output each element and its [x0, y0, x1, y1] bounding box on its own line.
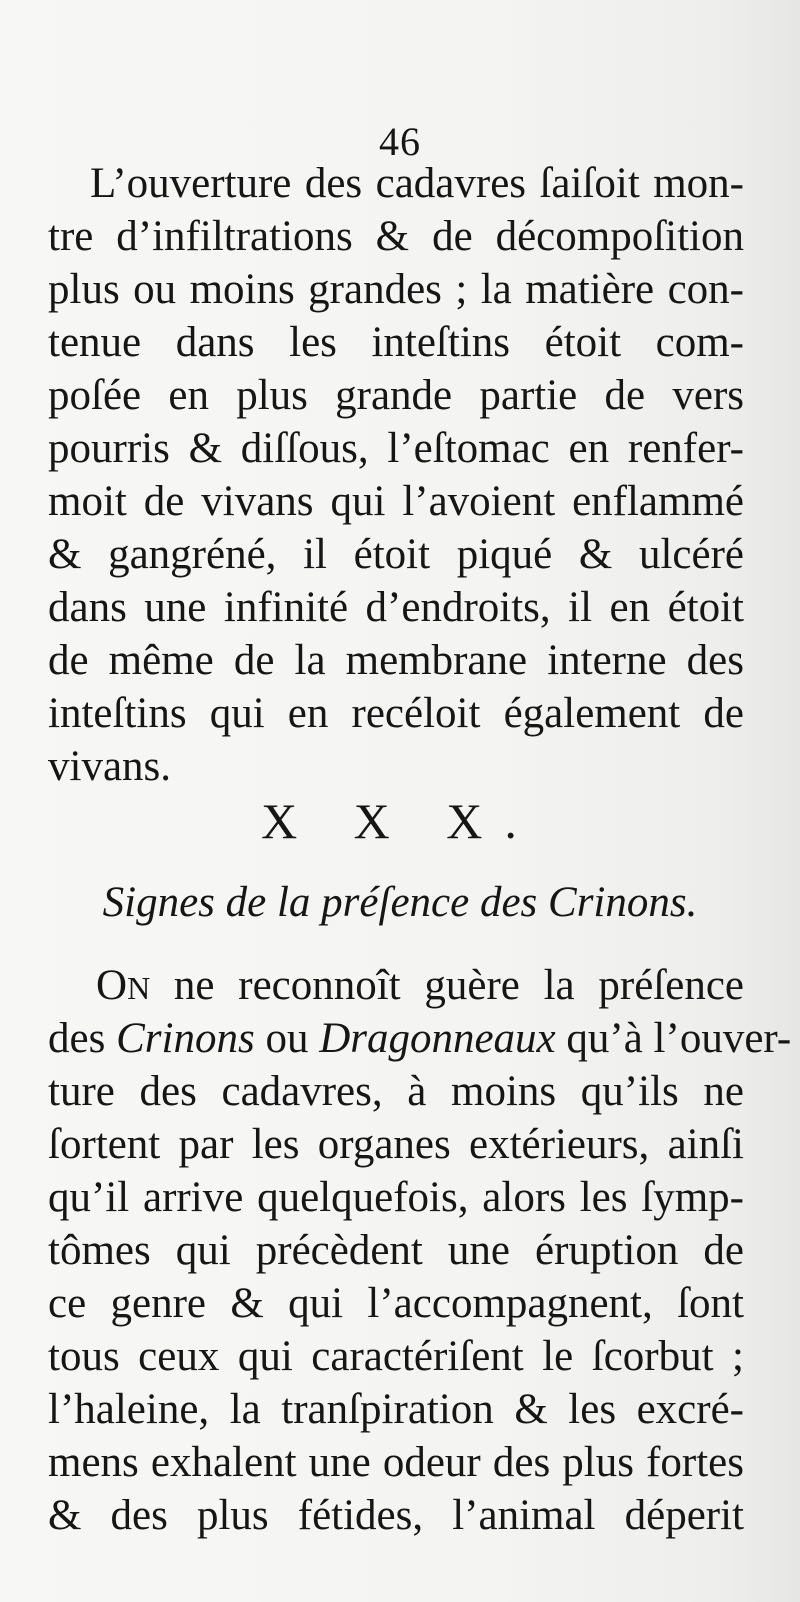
text-line: tous ceux qui caractériſent le ſcorbut ; [48, 1333, 744, 1380]
text-segment: ne reconnoît guère la préſence [150, 962, 744, 1009]
text-line: qu’il arrive quelquefois, alors les ſymp- [48, 1174, 744, 1221]
text-line: tre d’infiltrations & de décompoſition [48, 213, 744, 260]
text-line: moit de vivans qui l’avoient enflammé [48, 478, 744, 525]
text-line: inteſtins qui en recéloit également de [48, 690, 744, 737]
text-line: ture des cadavres, à moins qu’ils ne [48, 1068, 744, 1115]
text-line: de même de la membrane interne des [48, 637, 744, 684]
text-line: poſée en plus grande partie de vers [48, 372, 744, 419]
text-line: tenue dans les inteſtins étoit com- [48, 319, 744, 366]
italic-term-crinons: Crinons [116, 1015, 255, 1062]
text-segment: ou [254, 1015, 320, 1062]
section-title: Signes de la préſence des Crinons. [102, 879, 698, 926]
text-line [96, 960, 744, 1012]
text-line: & gangréné, il étoit piqué & ulcéré [48, 531, 744, 578]
text-line: ce genre & qui l’accompagnent, ſont [48, 1280, 744, 1327]
text-line [48, 1013, 792, 1065]
text-line: & des plus fétides, l’animal déperit [48, 1492, 744, 1539]
text-segment: des [48, 1015, 117, 1062]
section-number: X X X. [261, 793, 539, 849]
italic-term-dragonneaux: Dragonneaux [319, 1015, 556, 1062]
page-number: 46 [379, 119, 421, 164]
small-caps-letter: N [127, 970, 151, 1006]
text-line: tômes qui précèdent une éruption de [48, 1227, 744, 1274]
text-line: dans une infinité d’endroits, il en étoit [48, 584, 744, 631]
text-line: l’haleine, la tranſpiration & les excré- [48, 1386, 744, 1433]
text-line: L’ouverture des cadavres ſaiſoit mon- [90, 160, 744, 207]
text-line: plus ou moins grandes ; la matière con- [48, 266, 744, 313]
text-line: ſortent par les organes extérieurs, ainſi [48, 1121, 744, 1168]
text-line: mens exhalent une odeur des plus fortes [48, 1439, 744, 1486]
text-segment: qu’à l’ouver- [555, 1015, 792, 1062]
text-line: vivans. [48, 743, 172, 790]
text-line: pourris & diſſous, l’eſtomac en renfer- [48, 425, 744, 472]
initial-letter: O [96, 962, 128, 1009]
